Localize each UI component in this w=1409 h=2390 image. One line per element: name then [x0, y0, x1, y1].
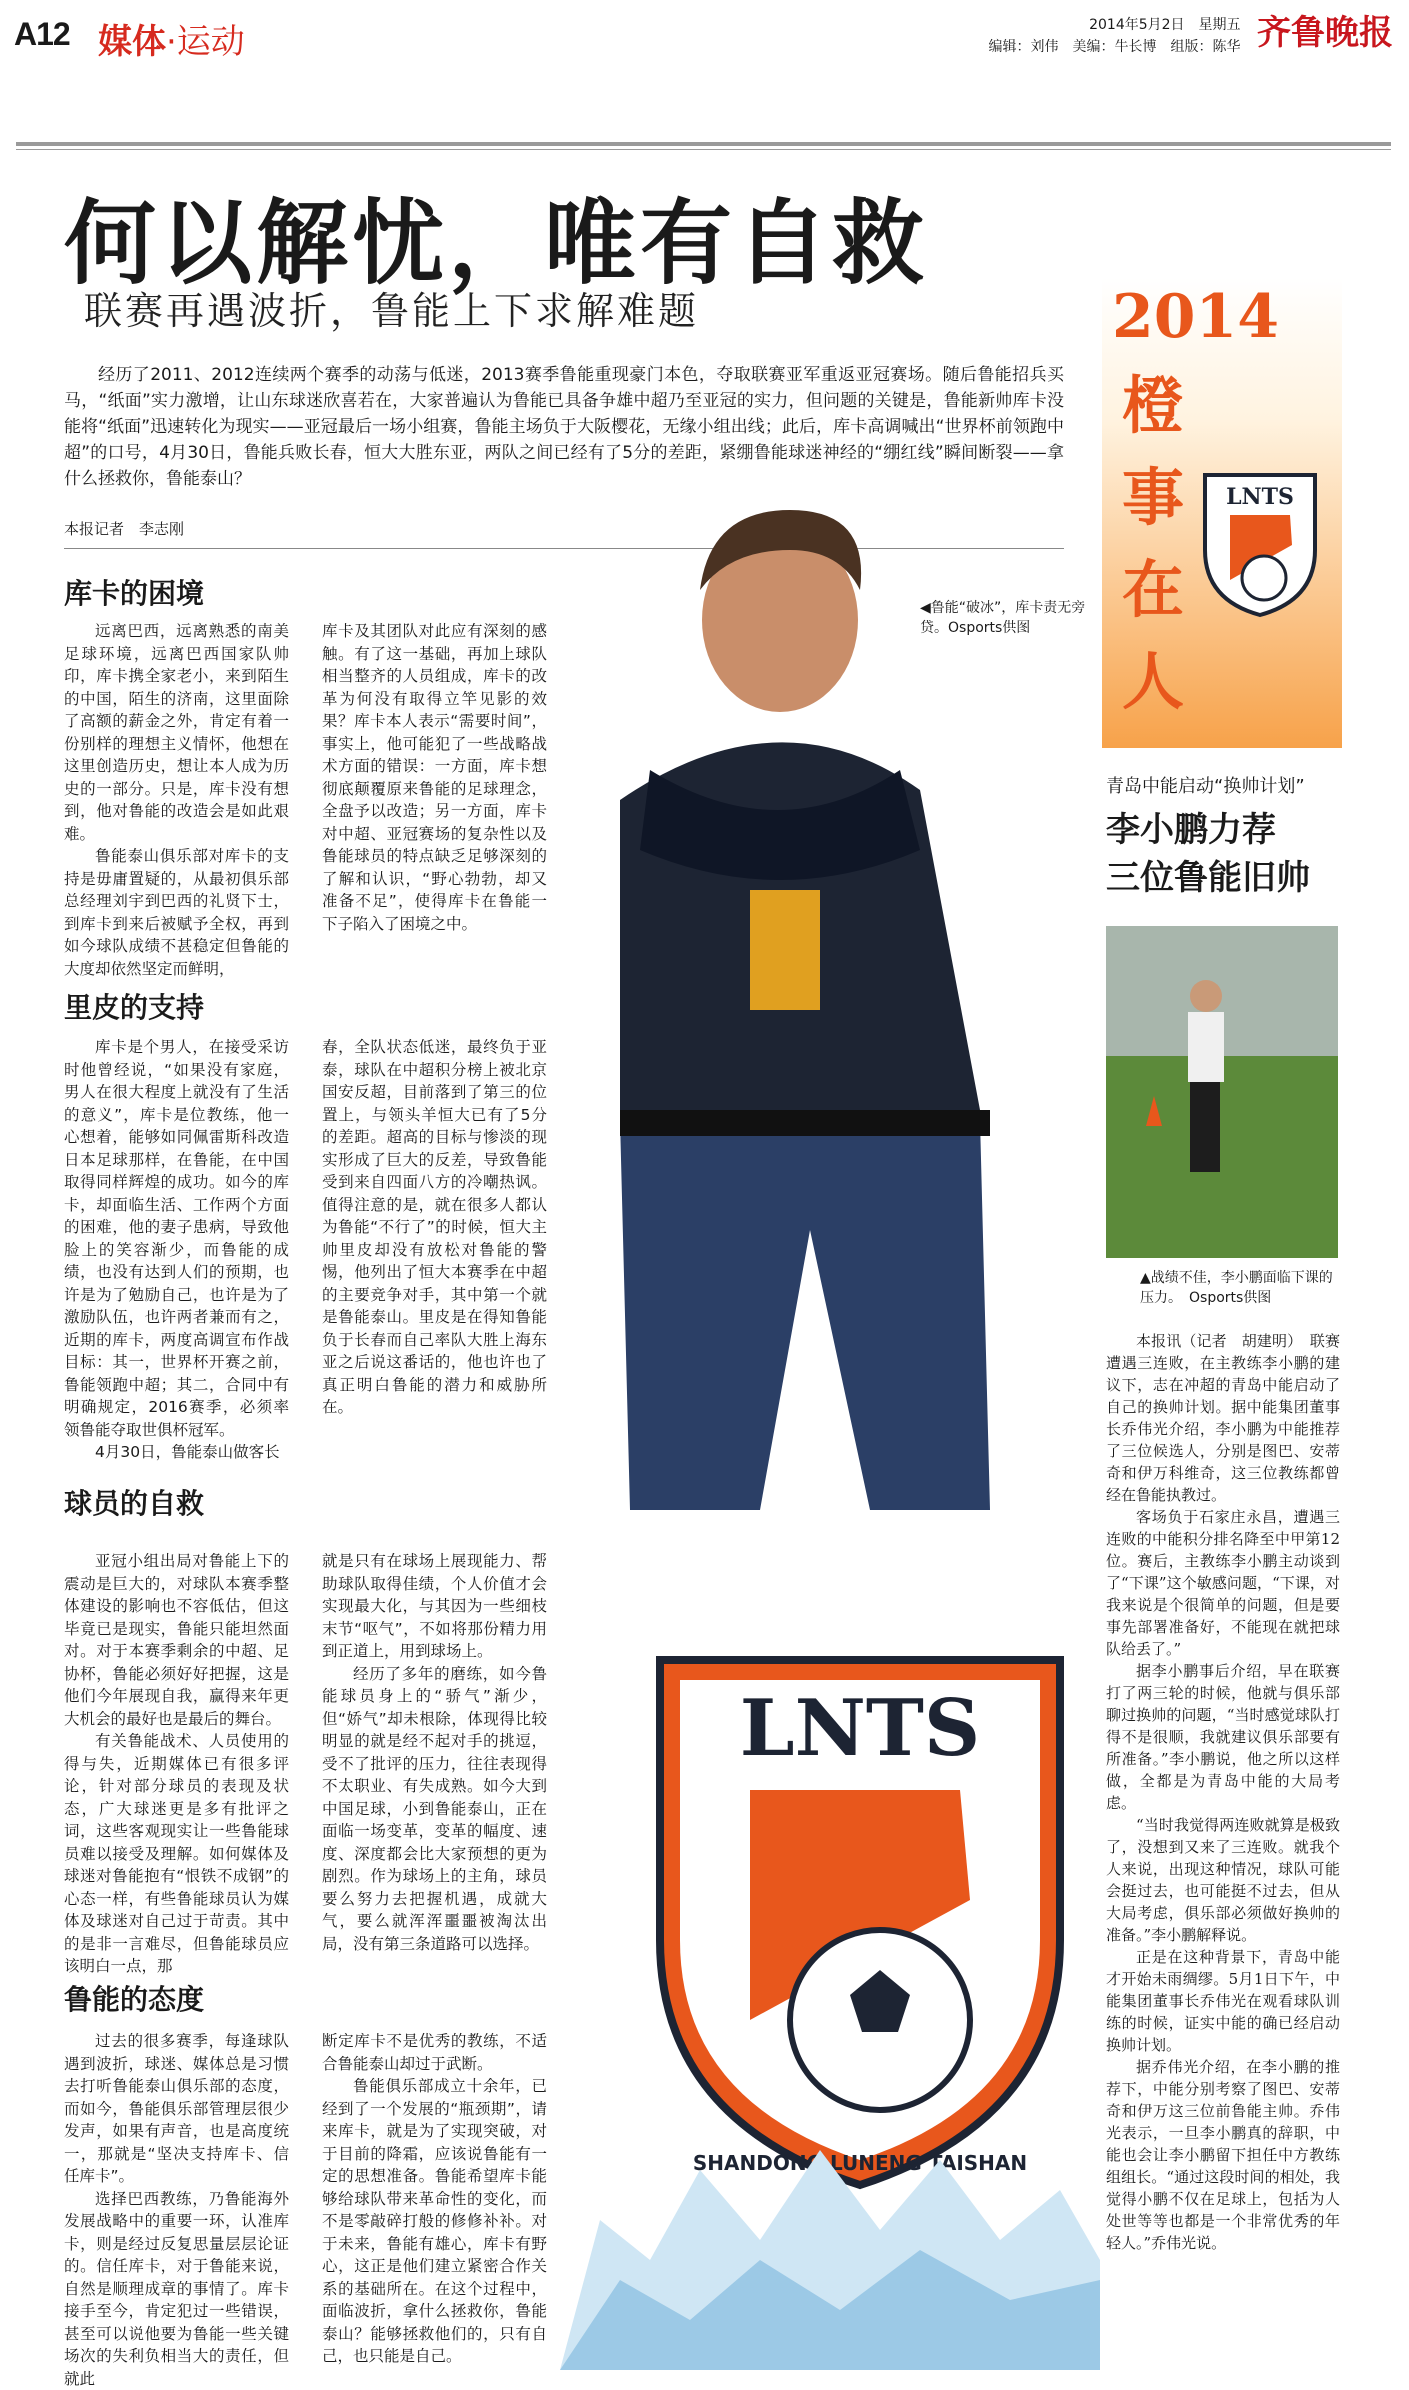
paragraph: 远离巴西，远离熟悉的南美足球环境，远离巴西国家队帅印，库卡携全家老小，来到陌生的中国，陌生的济南，这里面除了高额的薪金之外，肯定有着一份别样的理想主义情怀，他想在这里创造历史，想让本人成为历史的一部分。只是，库卡没有想到，他对鲁能的改造会是如此艰难。 — [64, 620, 289, 845]
paragraph: 亚冠小组出局对鲁能上下的震动是巨大的，对球队本赛季整体建设的影响也不容低估，但这毕竟已是现实，鲁能只能坦然面对。对于本赛季剩余的中超、足协杯，鲁能必须好好把握，这是他们今年展现自我，赢得来年更大机会的最好也是最后的舞台。 — [64, 1550, 289, 1730]
sidebar-photo — [1106, 926, 1338, 1258]
section-title-3: 球员的自救 — [64, 1482, 204, 1522]
section-2-col-1 — [64, 1036, 289, 1464]
paragraph: 就是只有在球场上展现能力、帮助球队取得佳绩，个人价值才会实现最大化，与其因为一些细枝末节“呕气”，不如将那份精力用到正道上，用到球场上。 — [322, 1550, 547, 1663]
subsection-name: ·运动 — [166, 22, 245, 62]
banner-vertical-title — [1118, 360, 1188, 728]
sidebar-title-line: 三位鲁能旧帅 — [1106, 854, 1310, 902]
paragraph: 春，全队状态低迷，最终负于亚泰，球队在中超积分榜上被北京国安反超，目前落到了第三的位置上，与领头羊恒大已有了5分的差距。超高的目标与惨淡的现实形成了巨大的反差，导致鲁能受到来自四面八方的冷嘲热讽。值得注意的是，就在很多人都认为鲁能“不行了”的时候，恒大主帅里皮却没有放松对鲁能的警惕，他列出了恒大本赛季在中超的主要竞争对手，其中第一个就是鲁能泰山。里皮是在得知鲁能负于长春而自己率队大胜上海东亚之后说这番话的，他也许也了真正明白鲁能的潜力和威胁所在。 — [322, 1036, 547, 1419]
sub-headline: 联赛再遇波折，鲁能上下求解难题 — [84, 280, 699, 335]
ice-splash-graphic — [560, 2000, 1100, 2370]
paragraph: 库卡是个男人，在接受采访时他曾经说，“如果没有家庭，男人在很大程度上就没有了生活的意义”，库卡是位教练，他一心想着，能够如同佩雷斯科改造日本足球那样，在鲁能，在中国取得同样辉煌的成功。如今的库卡，却面临生活、工作两个方面的困难，他的妻子患病，导致他脸上的笑容渐少，而鲁能的成绩，也没有达到人们的预期，也许是为了勉励自己，也许是为了激励队伍，也许两者兼而有之，近期的库卡，两度高调宣布作战目标：其一，世界杯开赛之前，鲁能领跑中超；其二，合同中有明确规定，2016赛季，必须率领鲁能夺取世俱杯冠军。 — [64, 1036, 289, 1441]
paragraph: 经历了多年的磨练，如今鲁能球员身上的“骄气”渐少，但“娇气”却未根除，体现得比较明显的就是经不起对手的挑逗，受不了批评的压力，往往表现得不太职业、有失成熟。如今大到中国足球，小到鲁能泰山，正在面临一场变革，变革的幅度、速度、深度都会比大家预想的更为剧烈。作为球场上的主角，球员要么努力去把握机遇，成就大气，要么就浑浑噩噩被淘汰出局，没有第三条道路可以选择。 — [322, 1663, 547, 1956]
section-4-col-1 — [64, 2030, 289, 2390]
sidebar-title — [1106, 806, 1310, 902]
section-title-2: 里皮的支持 — [64, 986, 204, 1026]
top-divider — [16, 142, 1391, 146]
banner-char: 事 — [1118, 452, 1188, 544]
paragraph: 有关鲁能战术、人员使用的得与失，近期媒体已有很多评论，针对部分球员的表现及状态，广大球迷更是多有批评之词，这些客观现实让一些鲁能球员难以接受及理解。如何媒体及球迷对鲁能抱有“恨铁不成钢”的心态一样，有些鲁能球员认为媒体及球迷对自己过于苛责。其中的是非一言难尽，但鲁能球员应该明白一点，那 — [64, 1730, 289, 1978]
small-club-shield — [1200, 470, 1320, 620]
section-4-col-2 — [322, 2030, 547, 2368]
page-number: A12 — [14, 16, 70, 53]
paragraph: 选择巴西教练，乃鲁能海外发展战略中的重要一环，认准库卡，则是经过反复思量层层论证的。信任库卡，对于鲁能来说，自然是顺理成章的事情了。库卡接手至今，肯定犯过一些错误，甚至可以说他要为鲁能一些关键场次的失利负相当大的责任，但就此 — [64, 2188, 289, 2390]
paragraph: 客场负于石家庄永昌，遭遇三连败的中能积分排名降至中甲第12位。赛后，主教练李小鹏主动谈到了“下课”这个敏感问题，“下课，对我来说是个很简单的问题，但是要事先部署准备好，不能现在就把球队给丢了。” — [1106, 1506, 1340, 1660]
paragraph: 库卡及其团队对此应有深刻的感触。有了这一基础，再加上球队相当整齐的人员组成，库卡的改革为何没有取得立竿见影的效果？库卡本人表示“需要时间”，事实上，他可能犯了一些战略战术方面的错误：一方面，库卡想彻底颠覆原来鲁能的足球理念，全盘予以改造；另一方面，库卡对中超、亚冠赛场的复杂性以及鲁能球员的特点缺乏足够深刻的了解和认识，“野心勃勃，却又准备不足”，使得库卡在鲁能一下子陷入了困境之中。 — [322, 620, 547, 935]
credits-line: 编辑：刘伟 美编：牛长博 组版：陈华 — [989, 36, 1241, 58]
coach-photo — [560, 470, 1100, 1610]
paragraph: 本报讯（记者 胡建明） 联赛遭遇三连败，在主教练李小鹏的建议下，志在冲超的青岛中能启动了自己的换帅计划。据中能集团董事长乔伟光介绍，李小鹏为中能推荐了三位候选人，分别是图巴、安蒂奇和伊万科维奇，这三位教练都曾经在鲁能执教过。 — [1106, 1330, 1340, 1506]
paper-logo: 齐鲁晚报 — [1257, 14, 1393, 52]
top-divider-thin — [16, 149, 1391, 150]
lead-paragraph: 经历了2011、2012连续两个赛季的动荡与低迷，2013赛季鲁能重现豪门本色，夺取联赛亚军重返亚冠赛场。随后鲁能招兵买马，“纸面”实力激增，让山东球迷欣喜若在，大家普遍认为鲁能已具备争雄中超乃至亚冠的实力，但问题的关键是，鲁能新帅库卡没能将“纸面”迅速转化为现实——亚冠最后一场小组赛，鲁能主场负于大阪樱花，无缘小组出线；此后，库卡高调喊出“世界杯前领跑中超”的口号，4月30日，鲁能兵败长春，恒大大胜东亚，两队之间已经有了5分的差距，紧绷鲁能球迷神经的“绷红线”瞬间断裂——拿什么拯救你，鲁能泰山？ — [64, 362, 1064, 492]
banner-year: 2014 — [1112, 282, 1279, 352]
paragraph: 据乔伟光介绍，在李小鹏的推荐下，中能分别考察了图巴、安蒂奇和伊万这三位前鲁能主帅。乔伟光表示，一旦李小鹏真的辞职，中能也会让李小鹏留下担任中方教练组组长。“通过这段时间的相处，我觉得小鹏不仅在足球上，包括为人处世等等也都是一个非常优秀的年轻人。”乔伟光说。 — [1106, 2056, 1340, 2254]
small-shield-text: LNTS — [1226, 484, 1294, 510]
section-1-col-1 — [64, 620, 289, 980]
date-line: 2014年5月2日 星期五 — [989, 14, 1241, 36]
sidebar-body — [1106, 1330, 1340, 2254]
section-1-col-2 — [322, 620, 547, 935]
paragraph: 据李小鹏事后介绍，早在联赛打了两三轮的时候，他就与俱乐部聊过换帅的问题，“当时感觉球队打得不是很顺，我就建议俱乐部要有所准备。”李小鹏说，他之所以这样做，全都是为青岛中能的大局考虑。 — [1106, 1660, 1340, 1814]
paragraph: 4月30日，鲁能泰山做客长 — [64, 1441, 289, 1464]
paragraph: 过去的很多赛季，每逢球队遇到波折，球迷、媒体总是习惯去打听鲁能泰山俱乐部的态度，而如今，鲁能俱乐部管理层很少发声，如果有声音，也是高度统一，那就是“坚决支持库卡、信任库卡”。 — [64, 2030, 289, 2188]
byline: 本报记者 李志刚 — [64, 518, 184, 539]
section-title-1: 库卡的困境 — [64, 572, 204, 612]
banner-char: 橙 — [1118, 360, 1188, 452]
paragraph: 断定库卡不是优秀的教练，不适合鲁能泰山却过于武断。 — [322, 2030, 547, 2075]
banner-char: 在 — [1118, 544, 1188, 636]
section-2-col-2 — [322, 1036, 547, 1419]
section-title-4: 鲁能的态度 — [64, 1978, 204, 2018]
sidebar-photo-caption: ▲战绩不佳，李小鹏面临下课的压力。 Osports供图 — [1140, 1268, 1340, 1308]
section-3-col-1 — [64, 1550, 289, 1978]
section-3-col-2 — [322, 1550, 547, 1955]
section-name: 媒体 — [98, 22, 166, 62]
logo-text: LNTS — [740, 1683, 981, 1774]
logo-arc-text: SHANDONG LUNENG TAISHAN — [693, 2151, 1027, 2175]
hero-caption: ◀鲁能“破冰”，库卡责无旁贷。Osports供图 — [920, 598, 1100, 638]
main-headline: 何以解忧，唯有自救 — [64, 170, 928, 302]
paragraph: 正是在这种背景下，青岛中能才开始未雨绸缪。5月1日下午，中能集团董事长乔伟光在观看球队训练的时候，证实中能的确已经启动换帅计划。 — [1106, 1946, 1340, 2056]
sidebar-kicker: 青岛中能启动“换帅计划” — [1106, 772, 1305, 798]
section-label — [98, 14, 245, 63]
paragraph: 鲁能泰山俱乐部对库卡的支持是毋庸置疑的，从最初俱乐部总经理刘宇到巴西的礼贤下士，到库卡到来后被赋予全权，再到如今球队成绩不甚稳定但鲁能的大度却依然坚定而鲜明， — [64, 845, 289, 980]
paragraph: “当时我觉得两连败就算是极致了，没想到又来了三连败。就我个人来说，出现这种情况，球队可能会挺过去，也可能挺不过去，但从大局考虑，俱乐部必须做好换帅的准备。”李小鹏解释说。 — [1106, 1814, 1340, 1946]
masthead-info — [989, 14, 1393, 58]
sidebar-title-line: 李小鹏力荐 — [1106, 806, 1310, 854]
banner-char: 人 — [1118, 636, 1188, 728]
paragraph: 鲁能俱乐部成立十余年，已经到了一个发展的“瓶颈期”，请来库卡，就是为了实现突破，对于目前的降霜，应该说鲁能有一定的思想准备。鲁能希望库卡能够给球队带来革命性的变化，而不是零敲碎打般的修修补补。对于未来，鲁能有雄心，库卡有野心，这正是他们建立紧密合作关系的基础所在。在这个过程中，面临波折，拿什么拯救你，鲁能泰山？能够拯救他们的，只有自己，也只能是自己。 — [322, 2075, 547, 2368]
